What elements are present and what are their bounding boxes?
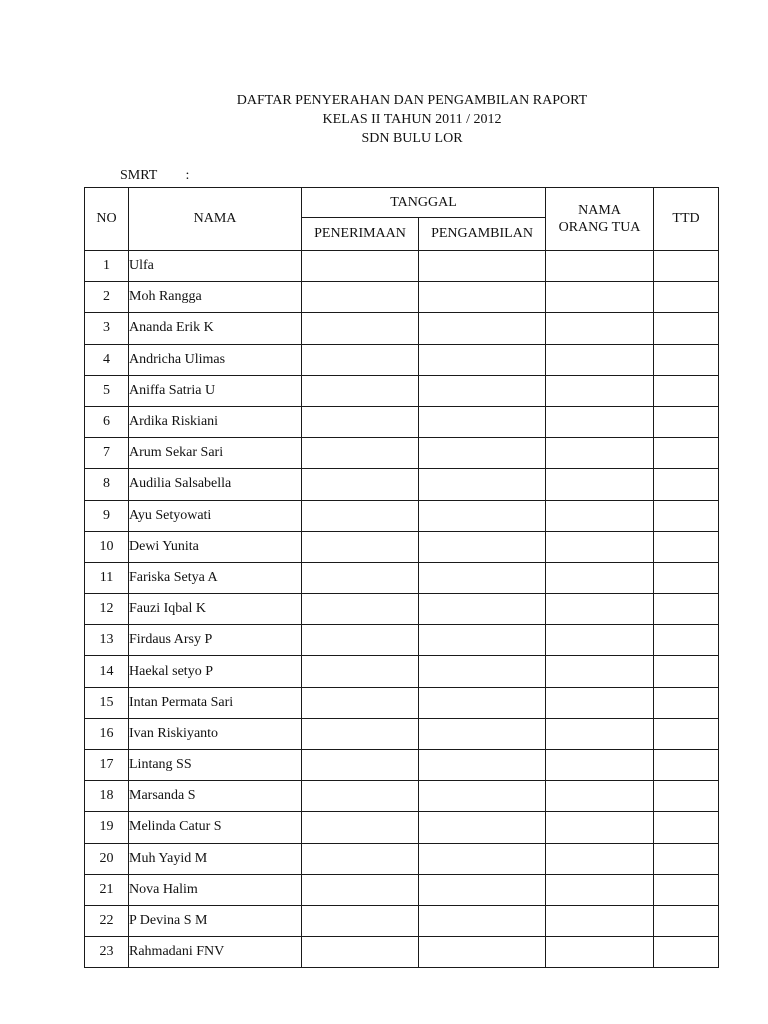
- parent-name-cell: [546, 843, 654, 874]
- signature-cell: [654, 625, 719, 656]
- penerimaan-date-cell: [302, 718, 419, 749]
- pengambilan-date-cell: [419, 687, 546, 718]
- signature-cell: [654, 750, 719, 781]
- signature-cell: [654, 344, 719, 375]
- parent-name-cell: [546, 282, 654, 313]
- student-name: Moh Rangga: [129, 282, 302, 313]
- table-row: [85, 781, 719, 812]
- row-number: 23: [85, 937, 129, 968]
- row-number: 7: [85, 438, 129, 469]
- signature-cell: [654, 313, 719, 344]
- penerimaan-date-cell: [302, 406, 419, 437]
- penerimaan-date-cell: [302, 531, 419, 562]
- row-number: 3: [85, 313, 129, 344]
- pengambilan-date-cell: [419, 781, 546, 812]
- parent-name-cell: [546, 687, 654, 718]
- signature-cell: [654, 469, 719, 500]
- signature-cell: [654, 843, 719, 874]
- table-row: [85, 905, 719, 936]
- column-header-nama-orang-tua-line2: ORANG TUA: [558, 220, 641, 235]
- row-number: 13: [85, 625, 129, 656]
- pengambilan-date-cell: [419, 750, 546, 781]
- table-row: [85, 531, 719, 562]
- table-row: [85, 656, 719, 687]
- signature-cell: [654, 531, 719, 562]
- row-number: 17: [85, 750, 129, 781]
- table-row: [85, 500, 719, 531]
- table-row: [85, 687, 719, 718]
- pengambilan-date-cell: [419, 375, 546, 406]
- student-name: Ulfa: [129, 251, 302, 282]
- document-header: [0, 91, 768, 148]
- penerimaan-date-cell: [302, 282, 419, 313]
- signature-cell: [654, 718, 719, 749]
- parent-name-cell: [546, 781, 654, 812]
- parent-name-cell: [546, 500, 654, 531]
- table-row: [85, 594, 719, 625]
- student-name: Aniffa Satria U: [129, 375, 302, 406]
- pengambilan-date-cell: [419, 812, 546, 843]
- student-name: Lintang SS: [129, 750, 302, 781]
- column-header-pengambilan: PENGAMBILAN: [419, 218, 546, 251]
- parent-name-cell: [546, 562, 654, 593]
- signature-cell: [654, 594, 719, 625]
- parent-name-cell: [546, 625, 654, 656]
- row-number: 22: [85, 905, 129, 936]
- penerimaan-date-cell: [302, 905, 419, 936]
- column-header-ttd: TTD: [654, 188, 719, 251]
- student-name: Marsanda S: [129, 781, 302, 812]
- penerimaan-date-cell: [302, 344, 419, 375]
- row-number: 19: [85, 812, 129, 843]
- row-number: 5: [85, 375, 129, 406]
- parent-name-cell: [546, 313, 654, 344]
- student-name: Nova Halim: [129, 874, 302, 905]
- signature-cell: [654, 905, 719, 936]
- row-number: 11: [85, 562, 129, 593]
- student-name: Andricha Ulimas: [129, 344, 302, 375]
- parent-name-cell: [546, 469, 654, 500]
- table-row: [85, 625, 719, 656]
- row-number: 4: [85, 344, 129, 375]
- penerimaan-date-cell: [302, 251, 419, 282]
- table-row: [85, 406, 719, 437]
- table-row: [85, 843, 719, 874]
- pengambilan-date-cell: [419, 313, 546, 344]
- pengambilan-date-cell: [419, 282, 546, 313]
- pengambilan-date-cell: [419, 874, 546, 905]
- row-number: 8: [85, 469, 129, 500]
- student-name: Rahmadani FNV: [129, 937, 302, 968]
- pengambilan-date-cell: [419, 718, 546, 749]
- pengambilan-date-cell: [419, 251, 546, 282]
- parent-name-cell: [546, 251, 654, 282]
- student-name: Dewi Yunita: [129, 531, 302, 562]
- penerimaan-date-cell: [302, 750, 419, 781]
- row-number: 16: [85, 718, 129, 749]
- pengambilan-date-cell: [419, 594, 546, 625]
- row-number: 15: [85, 687, 129, 718]
- parent-name-cell: [546, 344, 654, 375]
- pengambilan-date-cell: [419, 500, 546, 531]
- penerimaan-date-cell: [302, 781, 419, 812]
- student-name: Fariska Setya A: [129, 562, 302, 593]
- signature-cell: [654, 687, 719, 718]
- parent-name-cell: [546, 718, 654, 749]
- column-header-nama: NAMA: [129, 188, 302, 251]
- parent-name-cell: [546, 812, 654, 843]
- column-header-penerimaan: PENERIMAAN: [302, 218, 419, 251]
- row-number: 1: [85, 251, 129, 282]
- row-number: 2: [85, 282, 129, 313]
- signature-cell: [654, 500, 719, 531]
- row-number: 20: [85, 843, 129, 874]
- signature-cell: [654, 438, 719, 469]
- signature-cell: [654, 937, 719, 968]
- pengambilan-date-cell: [419, 905, 546, 936]
- penerimaan-date-cell: [302, 812, 419, 843]
- signature-cell: [654, 282, 719, 313]
- student-name: P Devina S M: [129, 905, 302, 936]
- column-header-no: NO: [85, 188, 129, 251]
- student-name: Firdaus Arsy P: [129, 625, 302, 656]
- signature-cell: [654, 781, 719, 812]
- table-row: [85, 562, 719, 593]
- parent-name-cell: [546, 937, 654, 968]
- parent-name-cell: [546, 874, 654, 905]
- student-name: Audilia Salsabella: [129, 469, 302, 500]
- parent-name-cell: [546, 656, 654, 687]
- student-name: Melinda Catur S: [129, 812, 302, 843]
- student-name: Ayu Setyowati: [129, 500, 302, 531]
- row-number: 21: [85, 874, 129, 905]
- student-name: Intan Permata Sari: [129, 687, 302, 718]
- pengambilan-date-cell: [419, 656, 546, 687]
- row-number: 6: [85, 406, 129, 437]
- parent-name-cell: [546, 594, 654, 625]
- signature-cell: [654, 375, 719, 406]
- table-row: [85, 282, 719, 313]
- pengambilan-date-cell: [419, 469, 546, 500]
- penerimaan-date-cell: [302, 656, 419, 687]
- penerimaan-date-cell: [302, 843, 419, 874]
- parent-name-cell: [546, 406, 654, 437]
- table-row: [85, 812, 719, 843]
- parent-name-cell: [546, 905, 654, 936]
- school-name: SDN BULU LOR: [361, 131, 463, 146]
- semester-colon: :: [185, 168, 190, 183]
- signature-cell: [654, 562, 719, 593]
- pengambilan-date-cell: [419, 625, 546, 656]
- penerimaan-date-cell: [302, 438, 419, 469]
- column-header-nama-orang-tua-line1: NAMA: [578, 203, 621, 218]
- student-name: Ananda Erik K: [129, 313, 302, 344]
- pengambilan-date-cell: [419, 344, 546, 375]
- student-name: Arum Sekar Sari: [129, 438, 302, 469]
- student-rows: [85, 251, 719, 968]
- table-row: [85, 344, 719, 375]
- signature-cell: [654, 406, 719, 437]
- table-row: [85, 438, 719, 469]
- penerimaan-date-cell: [302, 687, 419, 718]
- table-row: [85, 750, 719, 781]
- signature-cell: [654, 812, 719, 843]
- table-row: [85, 375, 719, 406]
- document-title: DAFTAR PENYERAHAN DAN PENGAMBILAN RAPORT: [236, 93, 588, 108]
- student-name: Haekal setyo P: [129, 656, 302, 687]
- semester-label: SMRT: [120, 168, 158, 183]
- student-name: Ardika Riskiani: [129, 406, 302, 437]
- pengambilan-date-cell: [419, 531, 546, 562]
- penerimaan-date-cell: [302, 625, 419, 656]
- penerimaan-date-cell: [302, 313, 419, 344]
- signature-cell: [654, 874, 719, 905]
- parent-name-cell: [546, 750, 654, 781]
- pengambilan-date-cell: [419, 406, 546, 437]
- penerimaan-date-cell: [302, 500, 419, 531]
- report-handover-table: [84, 187, 719, 968]
- table-row: [85, 251, 719, 282]
- parent-name-cell: [546, 531, 654, 562]
- column-header-nama-orang-tua: [546, 188, 654, 251]
- penerimaan-date-cell: [302, 937, 419, 968]
- table-row: [85, 469, 719, 500]
- column-header-tanggal: TANGGAL: [302, 188, 546, 218]
- pengambilan-date-cell: [419, 937, 546, 968]
- penerimaan-date-cell: [302, 594, 419, 625]
- parent-name-cell: [546, 438, 654, 469]
- signature-cell: [654, 656, 719, 687]
- penerimaan-date-cell: [302, 562, 419, 593]
- student-name: Fauzi Iqbal K: [129, 594, 302, 625]
- pengambilan-date-cell: [419, 843, 546, 874]
- row-number: 18: [85, 781, 129, 812]
- table-row: [85, 718, 719, 749]
- pengambilan-date-cell: [419, 438, 546, 469]
- row-number: 9: [85, 500, 129, 531]
- row-number: 12: [85, 594, 129, 625]
- table-row: [85, 874, 719, 905]
- penerimaan-date-cell: [302, 375, 419, 406]
- student-name: Ivan Riskiyanto: [129, 718, 302, 749]
- row-number: 14: [85, 656, 129, 687]
- parent-name-cell: [546, 375, 654, 406]
- class-year-line: KELAS II TAHUN 2011 / 2012: [322, 112, 502, 127]
- signature-cell: [654, 251, 719, 282]
- table-row: [85, 937, 719, 968]
- penerimaan-date-cell: [302, 469, 419, 500]
- student-name: Muh Yayid M: [129, 843, 302, 874]
- penerimaan-date-cell: [302, 874, 419, 905]
- pengambilan-date-cell: [419, 562, 546, 593]
- table-row: [85, 313, 719, 344]
- semester-field: [120, 167, 189, 185]
- row-number: 10: [85, 531, 129, 562]
